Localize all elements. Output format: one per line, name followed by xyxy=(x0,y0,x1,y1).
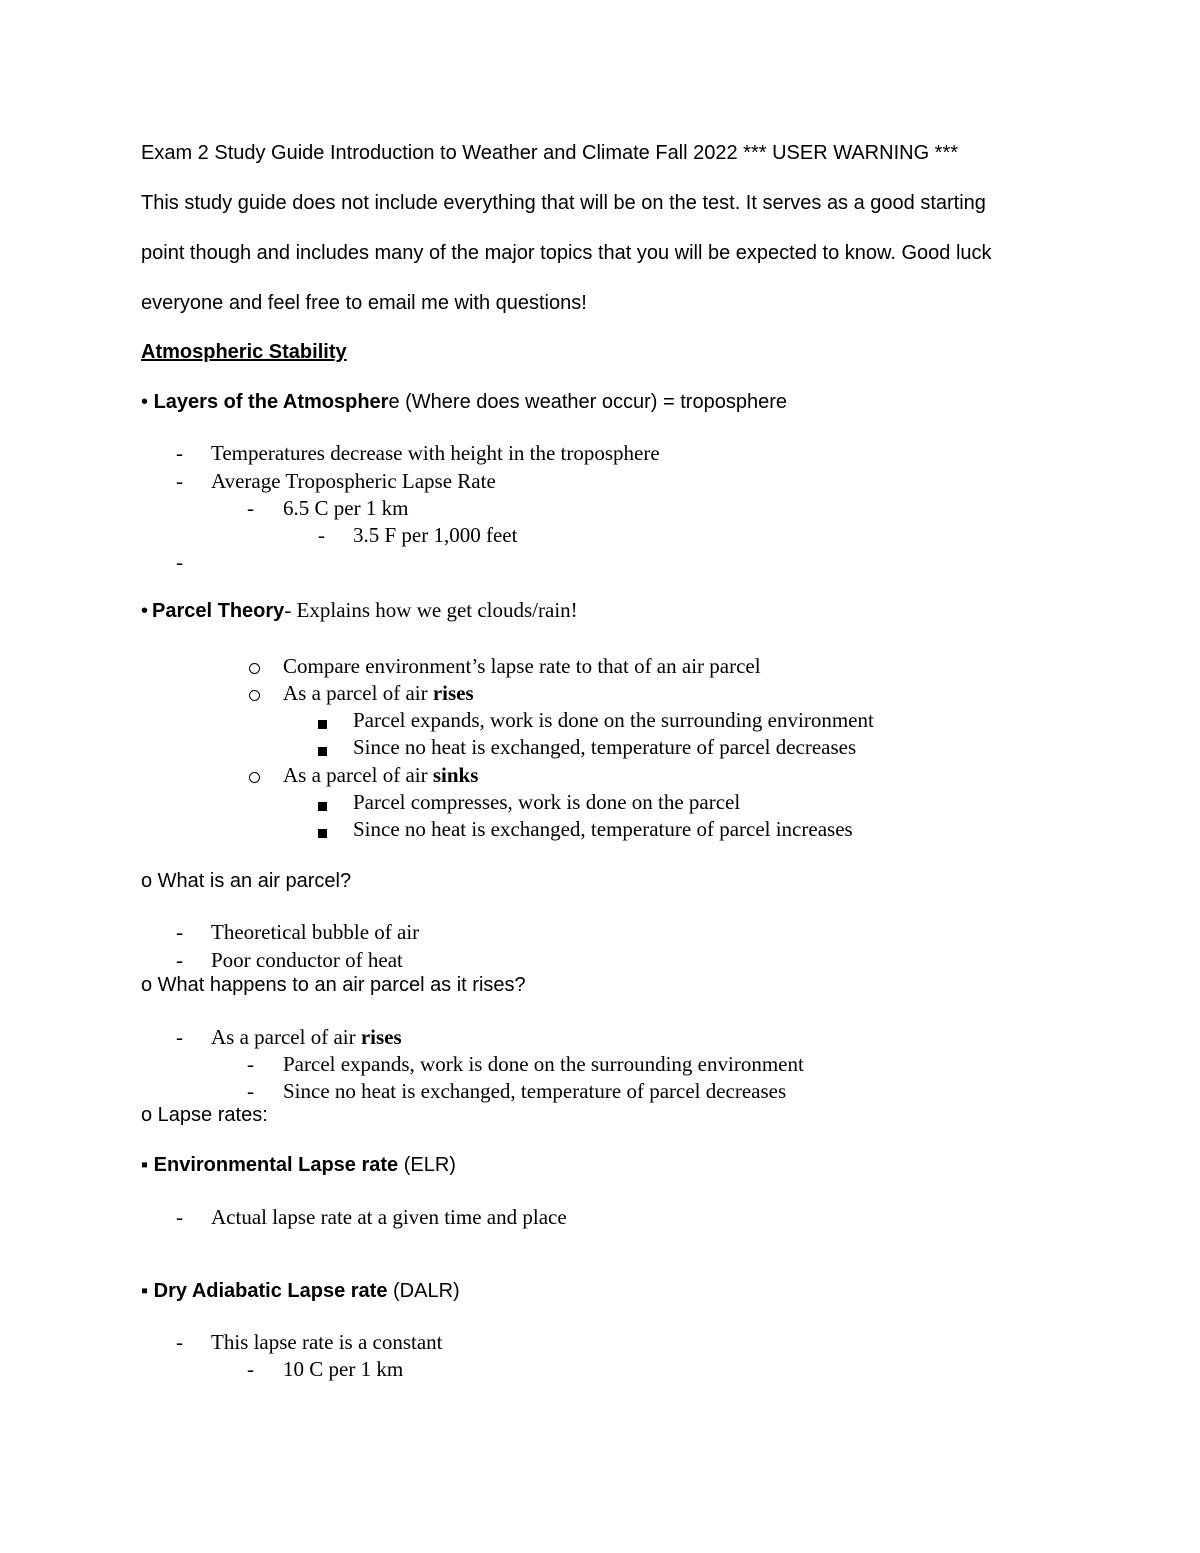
dash-marker: - xyxy=(176,1205,183,1229)
square-bullet-icon xyxy=(318,798,327,816)
dash-marker: - xyxy=(176,948,183,972)
list-item: This lapse rate is a constant xyxy=(211,1330,443,1354)
list-item: Poor conductor of heat xyxy=(211,948,403,972)
dash-marker: - xyxy=(176,469,183,493)
intro-line: This study guide does not include everything that will be on the test. It serves as a good starting xyxy=(141,192,986,214)
list-item xyxy=(211,1025,402,1050)
dash-marker: - xyxy=(247,496,254,520)
list-item xyxy=(283,763,478,788)
bullet-dot: • xyxy=(141,391,149,413)
layers-bullet-line xyxy=(141,391,787,414)
dalr-line xyxy=(141,1280,460,1303)
dalr-text: (DALR) xyxy=(387,1280,460,1302)
bullet-square: ▪ xyxy=(141,1280,149,1302)
list-item xyxy=(283,681,474,706)
title-line: Exam 2 Study Guide Introduction to Weather and Climate Fall 2022 *** USER WARNING *** xyxy=(141,142,959,164)
elr-text: (ELR) xyxy=(398,1154,456,1176)
list-item-text: As a parcel of air xyxy=(283,763,433,787)
list-item: Theoretical bubble of air xyxy=(211,920,420,944)
dash-marker: - xyxy=(247,1052,254,1076)
dash-marker: - xyxy=(247,1357,254,1381)
layers-text: e (Where does weather occur) = troposphere xyxy=(388,391,787,413)
list-item: Since no heat is exchanged, temperature of parcel decreases xyxy=(353,735,857,759)
list-item-text: As a parcel of air xyxy=(211,1025,361,1049)
parcel-theory-label: Parcel Theory xyxy=(152,600,285,622)
list-item-text: As a parcel of air xyxy=(283,681,433,705)
list-item: Since no heat is exchanged, temperature of parcel decreases xyxy=(283,1079,787,1103)
dash-marker: - xyxy=(176,550,183,574)
circle-bullet-icon xyxy=(249,770,260,788)
square-bullet-icon xyxy=(318,743,327,761)
list-item-emphasis: rises xyxy=(360,1025,402,1049)
parcel-theory-text: - Explains how we get clouds/rain! xyxy=(284,598,578,622)
list-item: Temperatures decrease with height in the troposphere xyxy=(211,441,660,465)
dash-marker: - xyxy=(176,1025,183,1049)
list-item: 3.5 F per 1,000 feet xyxy=(353,523,518,547)
square-bullet-icon xyxy=(318,716,327,734)
list-item-emphasis: rises xyxy=(432,681,474,705)
list-item: Parcel expands, work is done on the surrounding environment xyxy=(353,708,874,732)
dash-marker: - xyxy=(176,920,183,944)
elr-line xyxy=(141,1154,456,1177)
circle-bullet-icon xyxy=(249,661,260,679)
intro-line: everyone and feel free to email me with questions! xyxy=(141,292,587,314)
list-item: Parcel compresses, work is done on the parcel xyxy=(353,790,741,814)
intro-line: point though and includes many of the major topics that you will be expected to know. Good luck xyxy=(141,242,992,264)
dash-marker: - xyxy=(247,1079,254,1103)
square-bullet-icon xyxy=(318,825,327,843)
dash-marker: - xyxy=(176,441,183,465)
question-line: o What happens to an air parcel as it rises? xyxy=(141,974,526,996)
list-item: Compare environment’s lapse rate to that of an air parcel xyxy=(283,654,761,678)
circle-bullet-icon xyxy=(249,688,260,706)
parcel-theory-line xyxy=(141,598,578,623)
list-item: 6.5 C per 1 km xyxy=(283,496,409,520)
question-line: o Lapse rates: xyxy=(141,1104,268,1126)
bullet-square: ▪ xyxy=(141,1154,149,1176)
list-item: 10 C per 1 km xyxy=(283,1357,404,1381)
list-item-emphasis: sinks xyxy=(432,763,479,787)
section-heading: Atmospheric Stability xyxy=(141,341,347,363)
list-item: Parcel expands, work is done on the surrounding environment xyxy=(283,1052,804,1076)
elr-label: Environmental Lapse rate xyxy=(153,1154,399,1176)
bullet-dot: • xyxy=(141,600,149,622)
dash-marker: - xyxy=(176,1330,183,1354)
dash-marker: - xyxy=(318,523,325,547)
list-item: Since no heat is exchanged, temperature of parcel increases xyxy=(353,817,853,841)
question-line: o What is an air parcel? xyxy=(141,870,352,892)
dalr-label: Dry Adiabatic Lapse rate xyxy=(153,1280,388,1302)
list-item: Actual lapse rate at a given time and place xyxy=(211,1205,567,1229)
layers-label: Layers of the Atmospher xyxy=(153,391,389,413)
list-item: Average Tropospheric Lapse Rate xyxy=(211,469,496,493)
